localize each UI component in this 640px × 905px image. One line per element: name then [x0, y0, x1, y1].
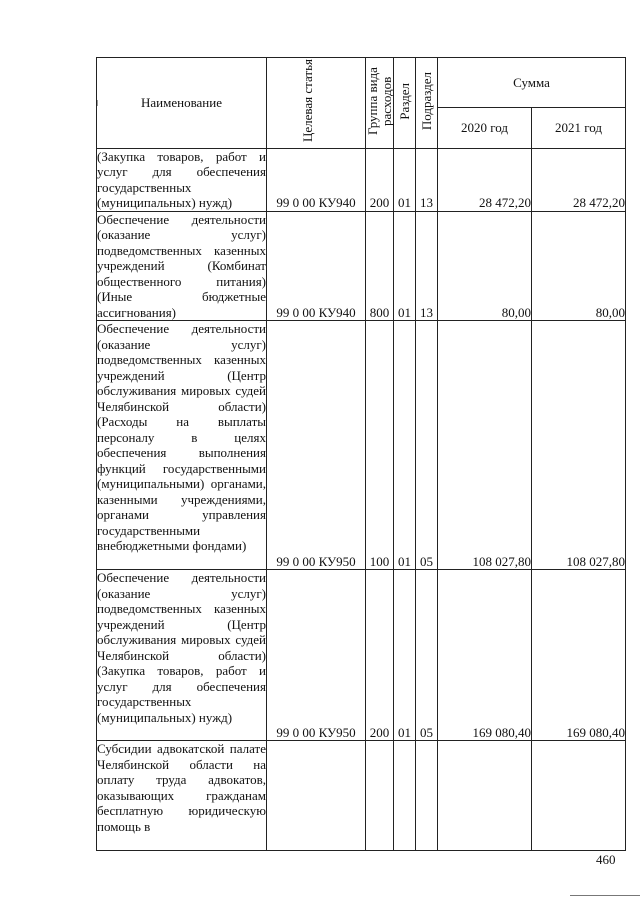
header-target-article [267, 58, 366, 149]
row-subsection [416, 741, 438, 851]
row-sum-2021 [532, 741, 626, 851]
row-sum-2020: 108 027,80 [438, 321, 532, 570]
row-target-article: 99 0 00 КУ950 [267, 570, 366, 741]
table-row [97, 148, 626, 211]
row-target-article: 99 0 00 КУ940 [267, 211, 366, 321]
row-section [394, 741, 416, 851]
header-subsection-text: Подраздел [418, 71, 434, 131]
row-sum-2020: 169 080,40 [438, 570, 532, 741]
row-subsection: 13 [416, 211, 438, 321]
budget-table [96, 57, 626, 851]
row-subsection: 13 [416, 148, 438, 211]
table-row [97, 321, 626, 570]
row-section: 01 [394, 321, 416, 570]
row-sum-2020 [438, 741, 532, 851]
row-expense-group: 200 [366, 570, 394, 741]
row-sum-2020: 80,00 [438, 211, 532, 321]
header-section [394, 58, 416, 149]
table-row [97, 570, 626, 741]
header-section-text: Раздел [396, 82, 412, 120]
row-expense-group: 100 [366, 321, 394, 570]
row-sum-2021: 28 472,20 [532, 148, 626, 211]
header-year-2020: 2020 год [438, 107, 532, 148]
row-target-article [267, 741, 366, 851]
table-row [97, 211, 626, 321]
row-name: (Закупка товаров, работ и услуг для обеспечения государственных (муниципальных) нужд) [97, 148, 266, 210]
header-subsection [416, 58, 438, 149]
header-sum: Сумма [438, 58, 626, 108]
row-name: Обеспечение деятельности (оказание услуг) подведомственных казенных учреждений (Комбинат общественного питания) (Иные бюджетные ассигнования) [97, 211, 266, 320]
row-subsection: 05 [416, 321, 438, 570]
header-name: Наименование [97, 58, 267, 149]
header-expense-group [366, 58, 394, 149]
row-sum-2021: 80,00 [532, 211, 626, 321]
row-section: 01 [394, 570, 416, 741]
row-sum-2021: 108 027,80 [532, 321, 626, 570]
row-target-article: 99 0 00 КУ940 [267, 148, 366, 211]
row-expense-group: 800 [366, 211, 394, 321]
table-row [97, 741, 626, 851]
row-sum-2021: 169 080,40 [532, 570, 626, 741]
row-expense-group [366, 741, 394, 851]
row-name: Обеспечение деятельности (оказание услуг) подведомственных казенных учреждений (Центр обслуживания мировых судей Челябинской области) (Расходы на выплаты персоналу в целях обеспечения выполнения функций государственными (муниципальными) органами, казенными учреждениями, органами управления государственными внебюджетными фондами) [97, 321, 267, 570]
row-subsection: 05 [416, 570, 438, 741]
page-number: 460 [596, 852, 616, 867]
header-year-2021: 2021 год [532, 107, 626, 148]
footer-rule [570, 895, 640, 896]
row-expense-group: 200 [366, 148, 394, 211]
row-section: 01 [394, 211, 416, 321]
row-name: Субсидии адвокатской палате Челябинской области на оплату труда адвокатов, оказывающих гражданам бесплатную юридическую помощь в [97, 741, 267, 851]
row-name: Обеспечение деятельности (оказание услуг) подведомственных казенных учреждений (Центр обслуживания мировых судей Челябинской области) (Закупка товаров, работ и услуг для обеспечения государственных (муниципальных) нужд) [97, 570, 267, 741]
header-expense-group-text: Группа вида расходов [365, 67, 394, 135]
row-section: 01 [394, 148, 416, 211]
row-target-article: 99 0 00 КУ950 [267, 321, 366, 570]
row-sum-2020: 28 472,20 [438, 148, 532, 211]
header-target-article-text: Целевая статья [300, 59, 315, 143]
